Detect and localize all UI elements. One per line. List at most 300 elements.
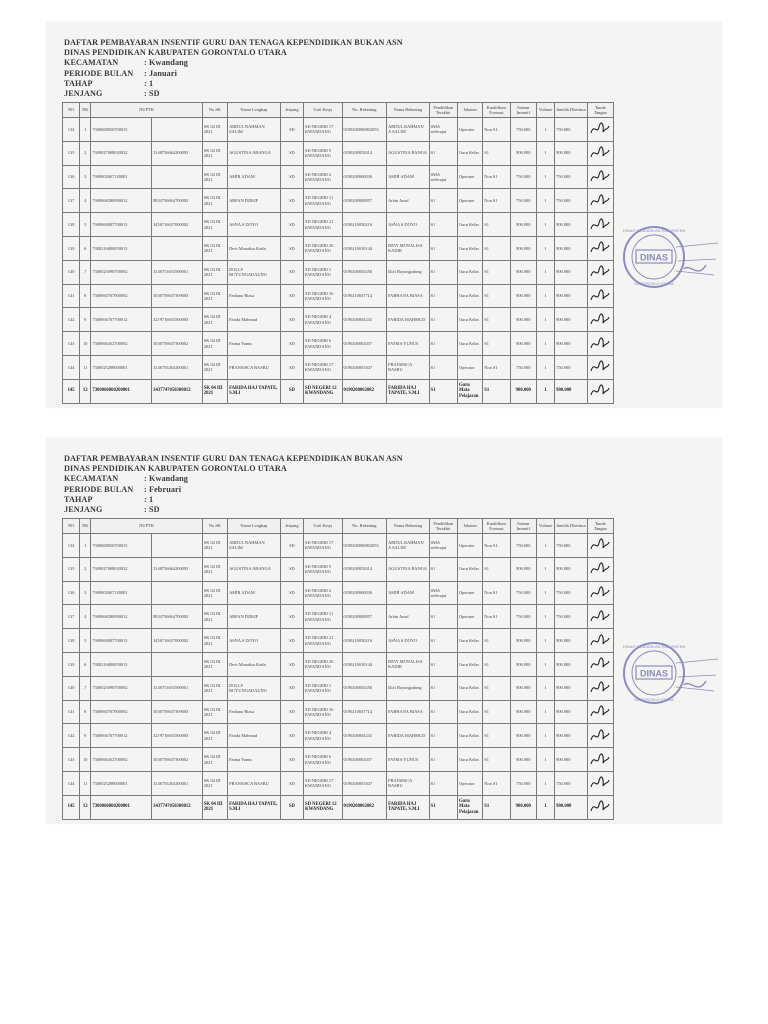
jenjang-row <box>64 505 403 515</box>
signature-cell <box>587 355 613 379</box>
table-cell: SD NEGERI 6 KWANDANG <box>304 748 342 772</box>
table-cell: 3219716653500003 <box>152 724 203 748</box>
table-cell: SD <box>280 260 303 284</box>
table-cell: 750.000 <box>555 771 587 795</box>
table-cell: 0190200002037 <box>342 748 387 772</box>
table-cell: SD NEGERI 6 KWANDANG <box>304 332 342 356</box>
table-cell: Farida Mahmud <box>228 308 281 332</box>
signature-cell <box>587 748 613 772</box>
table-cell: 750.000 <box>555 355 587 379</box>
table-cell: SK 04 III 2021 <box>202 284 227 308</box>
table-cell: 900.000 <box>555 629 587 653</box>
tahap-row <box>64 79 403 89</box>
table-cell: SD NEGERI 21 KWANDANG <box>304 629 342 653</box>
table-cell: 900.000 <box>510 652 536 676</box>
column-header: No. Rekening <box>342 519 387 534</box>
table-row <box>63 284 614 308</box>
signature-cell <box>587 629 613 653</box>
table-cell: 1 <box>536 748 554 772</box>
signature-cell <box>587 236 613 260</box>
table-cell: SK 04 III 2021 <box>202 676 227 700</box>
table-cell: SD <box>280 165 303 189</box>
jenjang-value: : SD <box>144 89 160 99</box>
table-cell: 1 <box>536 260 554 284</box>
table-cell: SD <box>280 629 303 653</box>
column-header: Satuan Insentif <box>510 519 536 534</box>
table-cell: 3030756637300002 <box>152 748 203 772</box>
table-cell: Non S1 <box>483 118 510 142</box>
table-cell: Farida Mahmud <box>228 724 281 748</box>
table-cell: 900.000 <box>510 213 536 237</box>
table-cell: 1 <box>536 700 554 724</box>
svg-text:DINAS PENDIDIKAN KABUPATEN: DINAS PENDIDIKAN KABUPATEN <box>622 228 686 233</box>
table-cell: S1 <box>429 189 457 213</box>
table-cell: 138 <box>63 213 80 237</box>
table-cell: 1 <box>536 213 554 237</box>
table-header-row <box>63 103 614 118</box>
table-cell: 900.000 <box>555 724 587 748</box>
table-cell: DOLLY BUYUNGADAUNG <box>228 260 281 284</box>
table-cell: 0190200000857 <box>342 189 387 213</box>
table-cell: 135 <box>63 557 80 581</box>
svg-text:DINAS PENDIDIKAN KABUPATEN: DINAS PENDIDIKAN KABUPATEN <box>622 644 686 649</box>
table-cell: 3146751653590001 <box>152 676 203 700</box>
table-cell: 144 <box>63 355 80 379</box>
jenjang-label: JENJANG <box>64 89 103 99</box>
svg-text:GORONTALO UTARA: GORONTALO UTARA <box>634 281 674 286</box>
table-cell: FATMA YUNUS <box>387 748 430 772</box>
signature-cell <box>587 605 613 629</box>
table-cell: 3 <box>80 581 91 605</box>
table-cell: 0190200002082 <box>342 795 387 819</box>
signature-cell <box>587 676 613 700</box>
table-cell: S1 <box>429 652 457 676</box>
column-header: Nama Rekening <box>387 103 430 118</box>
svg-text:DINAS: DINAS <box>639 252 669 263</box>
column-header: NK <box>80 103 91 118</box>
handwritten-signature <box>589 704 611 720</box>
table-cell: Guru Kelas <box>457 260 482 284</box>
table-cell: Guru Mata Pelajaran <box>457 795 482 819</box>
kecamatan-value: : Kwandang <box>144 58 188 68</box>
handwritten-signature <box>589 585 611 601</box>
table-cell: FARIDA MAHMUD <box>387 308 430 332</box>
column-header: Jumlah Diterima <box>555 519 587 534</box>
table-row <box>63 118 614 142</box>
table-cell: 144 <box>63 771 80 795</box>
table-cell: SD NEGERI 16 KWANDANG <box>304 284 342 308</box>
table-cell: Guru Kelas <box>457 213 482 237</box>
table-cell: 750.000 <box>510 771 536 795</box>
table-cell: Non S1 <box>483 165 510 189</box>
table-cell: 7300025090700002 <box>91 260 152 284</box>
table-cell: AMIR ADAM <box>228 581 281 605</box>
table-cell: SD NEGERI 20 KWANDANG <box>304 236 342 260</box>
table-cell: S1 <box>429 236 457 260</box>
table-cell: SD NEGERI 17 KWANDANG <box>304 534 342 558</box>
table-cell: 900.000 <box>510 236 536 260</box>
table-cell: S1 <box>429 332 457 356</box>
table-cell: ARFAN DJIKIP <box>228 605 281 629</box>
table-cell: 7300002607120001 <box>91 581 152 605</box>
table-cell: 7300060800200001 <box>91 379 152 403</box>
column-header: Jabatan <box>457 519 482 534</box>
table-cell: S1 <box>429 771 457 795</box>
table-cell: 3030756637309003 <box>152 700 203 724</box>
table-cell: SK 04 III 2021 <box>202 379 227 403</box>
table-cell: S1 <box>483 676 510 700</box>
table-cell: 900.000 <box>555 700 587 724</box>
table-cell: Fatma Yunus <box>228 332 281 356</box>
table-cell: SD NEGERI 12 KWANDANG <box>304 379 342 403</box>
table-cell: 7300068007700013 <box>91 213 152 237</box>
table-cell: Guru Mata Pelajaran <box>457 379 482 403</box>
table-cell: 1 <box>536 236 554 260</box>
table-cell: 141 <box>63 700 80 724</box>
table-cell: SMA sederajat <box>429 534 457 558</box>
column-header: Jabatan <box>457 103 482 118</box>
table-cell: SK 04 III 2021 <box>202 724 227 748</box>
periode-label: PERIODE BULAN <box>64 484 134 494</box>
table-cell: S1 <box>483 284 510 308</box>
table-cell: Doli Buyungadong <box>387 676 430 700</box>
table-cell <box>152 534 203 558</box>
column-header: No. Rekening <box>342 103 387 118</box>
table-cell: 900.000 <box>555 652 587 676</box>
table-cell: 0190200000802053 <box>342 118 387 142</box>
table-cell: Guru Kelas <box>457 332 482 356</box>
table-cell: Guru Kelas <box>457 676 482 700</box>
table-cell: FARIDA HAJ TAPATE, S.M.I <box>387 379 430 403</box>
table-cell: 7300066432700002 <box>91 748 152 772</box>
handwritten-signature <box>589 217 611 233</box>
column-header: Kualifikasi Formasi <box>483 519 510 534</box>
kecamatan-label: KECAMATAN <box>64 474 119 484</box>
table-cell: 134 <box>63 534 80 558</box>
table-cell: Operator <box>457 771 482 795</box>
table-cell: 7 <box>80 260 91 284</box>
signature-cell <box>587 379 613 403</box>
periode-row <box>64 485 403 495</box>
table-cell: 900.000 <box>510 332 536 356</box>
handwritten-signature <box>589 264 611 280</box>
table-cell: 9 <box>80 308 91 332</box>
table-cell: 900.000 <box>555 332 587 356</box>
table-cell: ASNA S DOYO <box>228 213 281 237</box>
column-header: Volume <box>536 103 554 118</box>
table-cell: 3148756664200093 <box>152 141 203 165</box>
table-cell: Arfan Jusuf <box>387 189 430 213</box>
table-cell: DEVI MONALISA KADIR <box>387 652 430 676</box>
table-cell: 7300216000050013 <box>91 236 152 260</box>
table-cell: 900.000 <box>555 676 587 700</box>
table-cell: SD <box>280 284 303 308</box>
table-cell: SD <box>280 355 303 379</box>
periode-value: : Januari <box>144 68 177 78</box>
table-cell: 7300066432700002 <box>91 332 152 356</box>
handwritten-signature <box>589 169 611 185</box>
signature-cell <box>587 213 613 237</box>
handwritten-signature <box>589 145 611 161</box>
table-cell: Operator <box>457 355 482 379</box>
table-cell: 1 <box>536 284 554 308</box>
document-title: DAFTAR PEMBAYARAN INSENTIF GURU DAN TENAGA KEPENDIDIKAN BUKAN ASN <box>64 38 403 47</box>
table-cell: 3146755263200001 <box>152 355 203 379</box>
signature-cell <box>587 189 613 213</box>
column-header: NO <box>63 519 80 534</box>
table-cell: FARIDA HAJ TAPATE, S.M.I <box>228 795 281 819</box>
table-cell: ABDUL RAHMAN A SALIM <box>387 534 430 558</box>
table-cell: 0190200060036 <box>342 165 387 189</box>
table-cell: 0190200060036 <box>342 581 387 605</box>
signature-cell <box>587 165 613 189</box>
handwritten-signature <box>589 752 611 768</box>
table-cell: 750.000 <box>555 605 587 629</box>
table-cell: 139 <box>63 652 80 676</box>
table-cell: 1 <box>536 189 554 213</box>
table-cell: S1 <box>483 795 510 819</box>
table-cell: SD <box>280 236 303 260</box>
table-cell: 0190200004241 <box>342 724 387 748</box>
table-cell: SK 04 III 2021 <box>202 748 227 772</box>
table-cell: SK 04 III 2021 <box>202 652 227 676</box>
table-cell <box>152 165 203 189</box>
table-row <box>63 332 614 356</box>
table-cell: 3146751653590001 <box>152 260 203 284</box>
column-header: Nama Lengkap <box>228 103 281 118</box>
table-cell: Operator <box>457 165 482 189</box>
table-cell: 0190210047714 <box>342 284 387 308</box>
table-row <box>63 213 614 237</box>
table-cell: 0190210050216 <box>342 213 387 237</box>
signature-cell <box>587 118 613 142</box>
table-cell: 0190200000857 <box>342 605 387 629</box>
table-cell: SK 04 III 2021 <box>202 700 227 724</box>
table-cell: SD <box>280 189 303 213</box>
table-cell: 1 <box>536 534 554 558</box>
table-cell: 750.000 <box>555 189 587 213</box>
table-cell: 0190200004241 <box>342 308 387 332</box>
table-cell: 7300068050700015 <box>91 118 152 142</box>
table-cell: 8 <box>80 700 91 724</box>
table-cell: Guru Kelas <box>457 284 482 308</box>
table-cell <box>152 118 203 142</box>
handwritten-signature <box>589 240 611 256</box>
table-cell: 900.000 <box>555 141 587 165</box>
column-header: NUPTK <box>91 519 202 534</box>
table-row <box>63 379 614 403</box>
table-cell: S1 <box>429 629 457 653</box>
column-header: Jumlah Diterima <box>555 103 587 118</box>
table-body <box>63 118 614 404</box>
table-cell: Doli Buyungadong <box>387 260 430 284</box>
table-cell: SD NEGERI 2 KWANDANG <box>304 581 342 605</box>
table-cell: 7300068007700013 <box>91 629 152 653</box>
table-cell: SD NEGERI 20 KWANDANG <box>304 652 342 676</box>
table-cell: 0190210010144 <box>342 652 387 676</box>
table-cell: 6 <box>80 652 91 676</box>
table-cell: S1 <box>429 605 457 629</box>
table-cell: 3 <box>80 165 91 189</box>
table-cell: 11 <box>80 355 91 379</box>
table-cell: 7 <box>80 676 91 700</box>
table-cell: 900.000 <box>510 748 536 772</box>
signature-cell <box>587 284 613 308</box>
signature-cell <box>587 795 613 819</box>
table-cell: SD NEGERI 17 KWANDANG <box>304 771 342 795</box>
table-cell: 9 <box>80 724 91 748</box>
table-cell: 0190210050216 <box>342 629 387 653</box>
table-cell: SK 04 III 2021 <box>202 260 227 284</box>
column-header: Jenjang <box>280 103 303 118</box>
table-cell: Operator <box>457 534 482 558</box>
table-row <box>63 771 614 795</box>
table-cell: S1 <box>483 332 510 356</box>
table-row <box>63 557 614 581</box>
table-body <box>63 534 614 820</box>
table-cell: 4 <box>80 605 91 629</box>
signature-cell <box>587 308 613 332</box>
table-cell: 2 <box>80 141 91 165</box>
document-title: DAFTAR PEMBAYARAN INSENTIF GURU DAN TENAGA KEPENDIDIKAN BUKAN ASN <box>64 454 403 463</box>
tahap-label: TAHAP <box>64 494 93 504</box>
payment-table <box>62 518 614 820</box>
payment-sheet-february <box>46 438 722 824</box>
periode-label: PERIODE BULAN <box>64 68 134 78</box>
table-cell: SD NEGERI 4 KWANDANG <box>304 724 342 748</box>
table-cell: 142 <box>63 308 80 332</box>
table-cell: ABDUL RAHMAN SALIM <box>228 534 281 558</box>
jenjang-value: : SD <box>144 505 160 515</box>
table-row <box>63 308 614 332</box>
tahap-value: : 1 <box>144 78 154 88</box>
table-cell: 145 <box>63 795 80 819</box>
handwritten-signature <box>589 728 611 744</box>
handwritten-signature <box>589 561 611 577</box>
table-cell: 900.000 <box>510 260 536 284</box>
table-cell: 7300066707700012 <box>91 308 152 332</box>
table-cell: 8 <box>80 284 91 308</box>
kecamatan-row <box>64 58 403 68</box>
table-cell: 7300068280080012 <box>91 605 152 629</box>
table-cell: SD NEGERI 4 KWANDANG <box>304 308 342 332</box>
table-cell: SD <box>280 724 303 748</box>
table-cell: 4 <box>80 189 91 213</box>
table-cell: SD NEGERI 17 KWANDANG <box>304 118 342 142</box>
table-cell: AGUSTINA BANGA <box>387 141 430 165</box>
table-cell: 1 <box>536 141 554 165</box>
table-cell: 1 <box>536 676 554 700</box>
handwritten-signature <box>589 633 611 649</box>
table-cell: FARIDA HAJ TAPATE, S.M.I <box>228 379 281 403</box>
table-cell: 0190200052014 <box>342 141 387 165</box>
table-cell: Fatma Yunus <box>228 748 281 772</box>
table-cell: FARHANA BIASA <box>387 284 430 308</box>
table-cell: 900.000 <box>510 629 536 653</box>
table-cell: SD <box>280 332 303 356</box>
table-cell: 1 <box>536 795 554 819</box>
table-cell: 7300060707000002 <box>91 284 152 308</box>
table-cell <box>152 652 203 676</box>
table-cell: 1 <box>536 165 554 189</box>
table-cell: SD NEGERI 1 KWANDANG <box>304 260 342 284</box>
table-cell: SK 04 III 2021 <box>202 605 227 629</box>
table-cell: 900.000 <box>510 700 536 724</box>
table-cell: 900.000 <box>555 379 587 403</box>
table-cell: Non S1 <box>483 534 510 558</box>
table-cell: 142 <box>63 724 80 748</box>
handwritten-signature <box>589 799 611 815</box>
table-cell: SK 04 III 2021 <box>202 308 227 332</box>
table-cell: SD NEGERI 5 KWANDANG <box>304 557 342 581</box>
table-cell: SK 04 III 2021 <box>202 355 227 379</box>
table-cell: S1 <box>429 700 457 724</box>
table-cell: 750.000 <box>555 534 587 558</box>
table-cell: ABDUL RAHMAN SALIM <box>228 118 281 142</box>
handwritten-signature <box>589 193 611 209</box>
table-cell: 5 <box>80 213 91 237</box>
table-cell: S1 <box>429 379 457 403</box>
table-cell: S1 <box>429 748 457 772</box>
table-row <box>63 534 614 558</box>
table-cell: S1 <box>483 379 510 403</box>
document-subtitle: DINAS PENDIDIKAN KABUPATEN GORONTALO UTARA <box>64 48 287 58</box>
column-header: NK <box>80 519 91 534</box>
table-cell <box>152 581 203 605</box>
signature-cell <box>587 700 613 724</box>
periode-row <box>64 69 403 79</box>
table-cell: ASNA S DOYO <box>387 213 430 237</box>
table-cell: 143 <box>63 332 80 356</box>
table-cell: 900.000 <box>555 795 587 819</box>
table-cell: 3219716653500003 <box>152 308 203 332</box>
table-cell: 1 <box>80 534 91 558</box>
table-cell: SD <box>280 748 303 772</box>
table-cell: 1 <box>536 652 554 676</box>
handwritten-signature <box>589 656 611 672</box>
table-cell: 2 <box>80 557 91 581</box>
handwritten-signature <box>589 680 611 696</box>
table-row <box>63 236 614 260</box>
table-cell: 12 <box>80 795 91 819</box>
table-cell: SD <box>280 308 303 332</box>
table-cell: 3437747050300012 <box>152 379 203 403</box>
column-header: Tanda Tangan <box>587 103 613 118</box>
table-cell: 11 <box>80 771 91 795</box>
table-cell: 1 <box>536 629 554 653</box>
handwritten-signature <box>589 288 611 304</box>
table-cell: 136 <box>63 581 80 605</box>
table-cell: SD <box>280 652 303 676</box>
table-cell: SK 04 III 2021 <box>202 236 227 260</box>
table-cell: Guru Kelas <box>457 748 482 772</box>
table-cell: 1 <box>536 771 554 795</box>
table-cell: 7300025288000001 <box>91 771 152 795</box>
table-cell: SD NEGERI 5 KWANDANG <box>304 141 342 165</box>
table-cell: 3030756637309003 <box>152 284 203 308</box>
handwritten-signature <box>589 537 611 553</box>
table-cell: 750.000 <box>510 118 536 142</box>
tahap-row <box>64 495 403 505</box>
table-cell: 7300027008020022 <box>91 557 152 581</box>
table-cell: 8834756664700082 <box>152 605 203 629</box>
table-cell: S1 <box>429 724 457 748</box>
table-cell: 134 <box>63 118 80 142</box>
table-cell: S1 <box>483 652 510 676</box>
table-cell: SMA sederajat <box>429 118 457 142</box>
table-cell: SK 04 III 2021 <box>202 534 227 558</box>
table-cell: Guru Kelas <box>457 700 482 724</box>
